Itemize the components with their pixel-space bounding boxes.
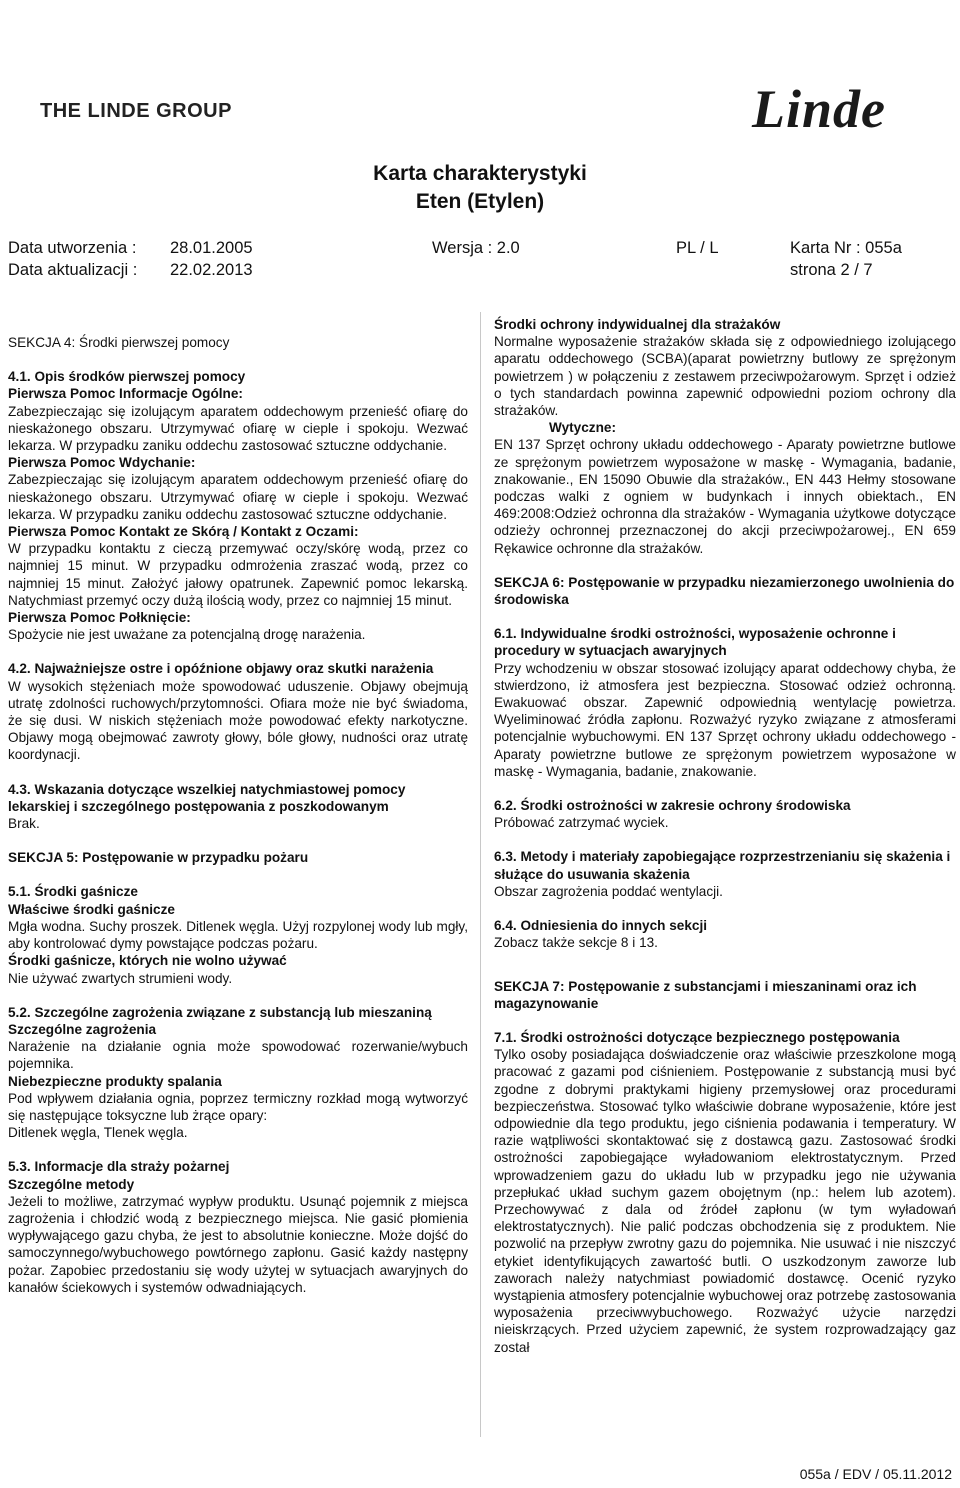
section-5-3-sub: Szczególne metody: [8, 1176, 135, 1192]
first-aid-skin-heading: Pierwsza Pomoc Kontakt ze Skórą / Kontakt z Oczami:: [8, 524, 359, 540]
card-number: Karta Nr : 055a: [790, 239, 902, 257]
section-5-2-text3: Ditlenek węgla, Tlenek węgla.: [8, 1125, 188, 1141]
section-5-2-sub2: Niebezpieczne produkty spalania: [8, 1073, 222, 1089]
left-column: [8, 334, 468, 1296]
updated-label: Data aktualizacji :: [8, 261, 138, 279]
first-aid-swallow-text: Spożycie nie jest uważane za potencjalną drogę narażenia.: [8, 627, 366, 643]
section-4-3-heading: 4.3. Wskazania dotyczące wszelkiej natychmiastowej pomocy lekarskiej i szczególnego postępowania z poszkodowanym: [8, 781, 406, 814]
section-5-1-text1: Mgła wodna. Suchy proszek. Ditlenek węgla. Użyj rozpylonej wody lub mgły, aby kontrolować dymy powstające podczas pożaru.: [8, 918, 468, 952]
created-value: 28.01.2005: [170, 239, 253, 257]
ppe-heading: Środki ochrony indywidualnej dla strażaków: [494, 317, 781, 332]
section-5-1-text2: Nie używać zwartych strumieni wody.: [8, 970, 233, 986]
section-6-3-heading: 6.3. Metody i materiały zapobiegające rozprzestrzenianiu się skażenia i służące do usuwania skażenia: [494, 849, 951, 882]
first-aid-general-text: Zabezpieczając się izolującym aparatem oddechowym przenieść ofiarę do nieskażonego obszaru. Utrzymywać ofiarę w cieple i spokoju. Wezwać lekarza. W przypadku zaniku oddechu zastosować sztuczne oddychanie.: [8, 403, 468, 454]
linde-group-logo-text: THE LINDE GROUP: [40, 100, 232, 122]
section-6-heading: SEKCJA 6: Postępowanie w przypadku niezamierzonego uwolnienia do środowiska: [494, 574, 955, 608]
section-4-2-heading: 4.2. Najważniejsze ostre i opóźnione objawy oraz skutki narażenia: [8, 661, 434, 677]
document-title-block: [0, 160, 960, 216]
guidelines-heading: Wytyczne:: [549, 420, 616, 436]
section-6-4-heading: 6.4. Odniesienia do innych sekcji: [494, 918, 708, 934]
section-5-heading: SEKCJA 5: Postępowanie w przypadku pożaru: [8, 850, 309, 866]
guidelines-text: EN 137 Sprzęt ochrony układu oddechowego - Aparaty powietrzne butlowe ze sprężonym powietrzem wyposażone w maskę - Wymagania, badanie, znakowanie., EN 15090 Obuwie dla strażaków., EN 443 Hełmy stosowane podczas walki z ogniem w budynkach i innych obiektach., EN 469:2008:Odzież ochronna dla strażaków - Wymagania użytkowe dotyczące odzieży ochronnej przeznaczonej do akcji przeciwpożarowej., EN 659 Rękawice ochronne dla strażaków.: [494, 437, 956, 556]
first-aid-general-heading: Pierwsza Pomoc Informacje Ogólne:: [8, 386, 243, 402]
first-aid-swallow-heading: Pierwsza Pomoc Połknięcie:: [8, 610, 191, 626]
document-subtitle: Eten (Etylen): [415, 190, 545, 213]
section-5-1-sub1: Właściwe środki gaśnicze: [8, 901, 175, 917]
linde-logo: Linde: [752, 79, 886, 139]
first-aid-skin-text: W przypadku kontaktu z cieczą przemywać oczy/skórę wodą, przez co najmniej 15 minut. W przypadku odmrożenia zraszać wodą, przez co najmniej 15 minut. Założyć jałowy opatrunek. Zapewnić pomoc lekarską. Natychmiast przemyć oczy dużą ilością wody, przez co najmniej 15 minut.: [8, 541, 468, 608]
updated-value: 22.02.2013: [170, 261, 253, 279]
section-7-1-heading: 7.1. Środki ostrożności dotyczące bezpiecznego postępowania: [494, 1029, 900, 1045]
column-divider: [480, 312, 481, 1437]
right-column: [494, 316, 956, 1356]
section-5-1-heading: 5.1. Środki gaśnicze: [8, 884, 138, 900]
section-4-3-text: Brak.: [8, 816, 40, 832]
first-aid-inhalation-text: Zabezpieczając się izolującym aparatem oddechowym przenieść ofiarę do nieskażonego obszaru. Utrzymywać ofiarę w cieple i spokoju. Wezwać lekarza. W przypadku zaniku oddechu zastosować sztuczne oddychanie.: [8, 472, 468, 522]
page-number: strona 2 / 7: [790, 261, 873, 279]
document-title: Karta charakterystyki: [373, 162, 587, 185]
section-5-2-text2: Pod wpływem działania ognia, poprzez termiczny rozkład mogą wytworzyć się następujące toksyczne lub żrące opary:: [8, 1090, 468, 1123]
section-7-1-text: Tylko osoby posiadająca doświadczenie oraz właściwie przeszkolone mogą pracować z gazami pod ciśnieniem. Postępowanie z substancją musi być zgodne z dobrymi praktykami higieny przemysłowej oraz procedurami bezpieczeństwa. Stosować tylko właściwie dobrane wyposażenie, które jest odpowiednie dla tego produktu, jego ciśnienia podawania i temperatury. W razie wątpliwości skontaktować się z dostawcą gazu. Zastosować środki ostrożności zapobiegające wyładowaniom elektrostatycznym. Przed wprowadzeniem gazu do układu lub w przypadku jego nie używania przepłukać układ suchym gazem obojętnym (np.: helem lub azotem). Przechowywać z dala od źródeł zapłonu (w tym wyładowań elektrostatycznych). Nie palić podczas obchodzenia się z produktem. Nie pozwolić na przepływ zwrotny gazu do pojemnika. Nie usuwać i nie niszczyć etykiet identyfikujących zawartość butli. O uszkodzonym zaworze lub zaworach należy natychmiast powiadomić dostawcę. Ocenić ryzyko wystąpienia atmosfery potencjalnie wybuchowej oraz potrzebę zastosowania wyposażenia przeciwwybuchowego. Rozważyć użycie narzędzi nieiskrzących. Przed użyciem zapewnić, że system rozprowadzający gaz został: [494, 1047, 956, 1355]
section-6-4-text: Zobacz także sekcje 8 i 13.: [494, 935, 658, 951]
section-6-2-heading: 6.2. Środki ostrożności w zakresie ochrony środowiska: [494, 798, 851, 814]
section-5-2-heading: 5.2. Szczególne zagrożenia związane z substancją lub mieszaniną: [8, 1004, 432, 1020]
section-7-heading: SEKCJA 7: Postępowanie z substancjami i mieszaninami oraz ich magazynowanie: [494, 978, 917, 1011]
section-5-2-sub1: Szczególne zagrożenia: [8, 1021, 157, 1037]
section-5-3-heading: 5.3. Informacje dla straży pożarnej: [8, 1159, 230, 1175]
first-aid-inhalation-heading: Pierwsza Pomoc Wdychanie:: [8, 455, 196, 471]
section-4-2-text: W wysokich stężeniach może spowodować uduszenie. Objawy obejmują utratę zdolności ruchowych/przytomności. Ofiara może nie być świadoma, że się dusi. W niskich stężeniach może powodować efekty narkotyczne. Objawy mogą obejmować zawroty głowy, bóle głowy, nudności oraz utratę koordynacji.: [8, 678, 468, 763]
section-5-3-text: Jeżeli to możliwe, zatrzymać wypływ produktu. Usunąć pojemnik z miejsca zagrożenia i chłodzić wodą z bezpiecznego miejsca. Nie gasić płomienia wypływającego gazu chyba, że jest to absolutnie konieczne. Może dojść do samoczynnego/wybuchowego powtórnego zapłonu. Gasić każdy następny pożar. Zapobiec przedostaniu się wody użytej w sytuacjach awaryjnych do kanałów ściekowych i systemów odwadniających.: [8, 1193, 468, 1295]
section-6-1-text: Przy wchodzeniu w obszar stosować izolujący aparat oddechowy chyba, że stwierdzono, iż atmosfera jest bezpieczna. Stosować odzież ochronną. Ewakuować obszar. Zapewnić odpowiednią wentylację powietrza. Wyeliminować źródła zapłonu. Rozważyć ryzyko związane z atmosferami potencjalnie wybuchowymi. EN 137 Sprzęt ochrony układu oddechowego - Aparaty powietrzne butlowe ze sprężonym powietrzem wyposażone w maskę - Wymagania, badanie, znakowanie.: [494, 660, 956, 779]
section-5-1-sub2: Środki gaśnicze, których nie wolno używać: [8, 953, 287, 969]
language: PL / L: [676, 239, 719, 257]
section-4-heading: SEKCJA 4: Środki pierwszej pomocy: [8, 335, 230, 350]
section-6-1-heading: 6.1. Indywidualne środki ostrożności, wyposażenie ochronne i procedury w sytuacjach awaryjnych: [494, 626, 896, 659]
section-6-2-text: Próbować zatrzymać wyciek.: [494, 815, 669, 831]
section-6-3-text: Obszar zagrożenia poddać wentylacji.: [494, 883, 723, 899]
version: Wersja : 2.0: [432, 239, 520, 257]
ppe-text: Normalne wyposażenie strażaków składa się z odpowiedniego izolującego aparatu oddechowego (SCBA)(aparat powietrzny butlowy ze sprężonym powietrzem ) w połączeniu z zestawem przeciwpożarowym. Sprzęt i odzież o tych standardach powinna zapewnić odpowiedni poziom ochrony dla strażaków.: [494, 334, 956, 419]
section-5-2-text1: Narażenie na działanie ognia może spowodować rozerwanie/wybuch pojemnika.: [8, 1039, 468, 1072]
section-4-1-heading: 4.1. Opis środków pierwszej pomocy: [8, 369, 246, 385]
page-header: [0, 0, 960, 150]
created-label: Data utworzenia :: [8, 239, 137, 257]
footer-code: 055a / EDV / 05.11.2012: [799, 1466, 952, 1482]
